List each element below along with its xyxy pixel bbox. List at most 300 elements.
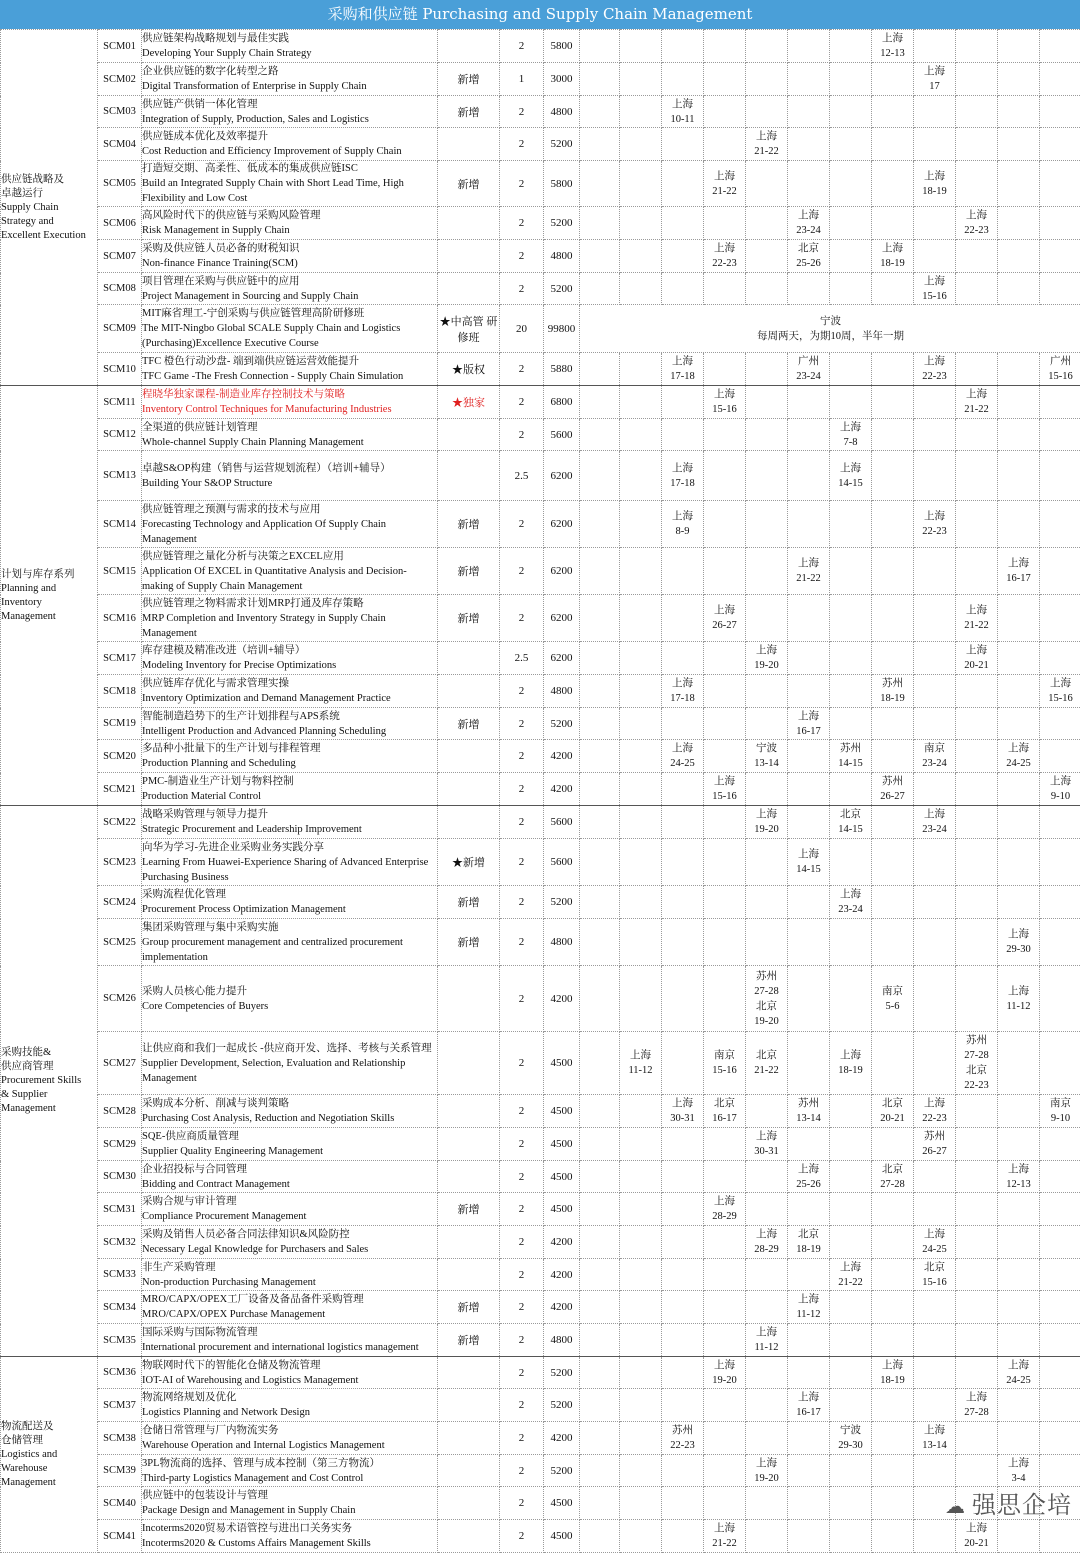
schedule-cell bbox=[704, 1455, 746, 1487]
table-row bbox=[1, 1032, 1080, 1095]
schedule-cell bbox=[746, 1422, 788, 1455]
schedule-cell bbox=[1040, 773, 1080, 806]
schedule-cell bbox=[830, 353, 872, 386]
schedule-cell bbox=[662, 1095, 704, 1128]
schedule-cell bbox=[872, 548, 914, 595]
schedule-cell bbox=[580, 966, 620, 1032]
course-name-en: Non-finance Finance Training(SCM) bbox=[142, 256, 437, 271]
schedule-cell bbox=[788, 1422, 830, 1455]
course-name bbox=[142, 1422, 438, 1455]
table-row bbox=[1, 675, 1080, 708]
course-days: 2 bbox=[500, 1128, 544, 1161]
course-name-en: IOT-AI of Warehousing and Logistics Management bbox=[142, 1373, 437, 1388]
course-price: 4800 bbox=[544, 919, 580, 966]
schedule-cell bbox=[746, 1226, 788, 1259]
schedule-cell bbox=[704, 386, 746, 419]
schedule-cell bbox=[620, 1389, 662, 1422]
course-days: 2 bbox=[500, 966, 544, 1032]
schedule-line: 29-30 bbox=[830, 1438, 871, 1453]
schedule-cell bbox=[662, 1291, 704, 1324]
schedule-cell bbox=[620, 161, 662, 207]
schedule-line: 广州 bbox=[1040, 354, 1080, 369]
schedule-cell bbox=[788, 501, 830, 548]
course-name bbox=[142, 1128, 438, 1161]
category-line: Inventory bbox=[1, 596, 97, 610]
schedule-cell bbox=[662, 1357, 704, 1389]
course-code: SCM16 bbox=[98, 595, 142, 642]
schedule-cell bbox=[704, 773, 746, 806]
course-price: 4200 bbox=[544, 1291, 580, 1324]
course-name bbox=[142, 1193, 438, 1226]
schedule-line: 21-22 bbox=[704, 184, 745, 199]
schedule-cell bbox=[788, 128, 830, 161]
schedule-cell bbox=[1040, 386, 1080, 419]
schedule-cell bbox=[580, 1161, 620, 1193]
schedule-cell bbox=[1040, 30, 1080, 63]
schedule-line: 21-22 bbox=[956, 402, 997, 417]
course-code: SCM35 bbox=[98, 1324, 142, 1357]
schedule-cell bbox=[620, 806, 662, 839]
schedule-cell bbox=[746, 1128, 788, 1161]
schedule-cell bbox=[872, 501, 914, 548]
schedule-cell bbox=[872, 1455, 914, 1487]
course-days: 2 bbox=[500, 501, 544, 548]
schedule-line: 上海 bbox=[788, 847, 829, 862]
schedule-line: 上海 bbox=[746, 129, 787, 144]
schedule-cell bbox=[704, 207, 746, 240]
course-days: 2 bbox=[500, 595, 544, 642]
course-price: 5800 bbox=[544, 161, 580, 207]
schedule-cell bbox=[1040, 642, 1080, 675]
schedule-cell bbox=[788, 419, 830, 451]
schedule-line: 上海 bbox=[788, 556, 829, 571]
table-row bbox=[1, 919, 1080, 966]
schedule-cell bbox=[788, 1389, 830, 1422]
course-price: 4200 bbox=[544, 773, 580, 806]
schedule-cell bbox=[872, 1389, 914, 1422]
table-row bbox=[1, 30, 1080, 63]
course-tag bbox=[438, 128, 500, 161]
schedule-line: 10-11 bbox=[662, 112, 703, 127]
schedule-cell bbox=[620, 675, 662, 708]
course-name bbox=[142, 886, 438, 919]
schedule-cell bbox=[998, 919, 1040, 966]
course-name-zh: 3PL物流商的选择、管理与成本控制（第三方物流） bbox=[142, 1456, 437, 1471]
schedule-cell bbox=[872, 1226, 914, 1259]
schedule-cell bbox=[662, 1226, 704, 1259]
schedule-line: 上海 bbox=[1040, 774, 1080, 789]
schedule-cell bbox=[830, 1128, 872, 1161]
schedule-cell bbox=[580, 451, 620, 501]
schedule-cell bbox=[662, 642, 704, 675]
schedule-line: 19-20 bbox=[746, 1014, 787, 1029]
course-days: 20 bbox=[500, 305, 544, 353]
schedule-cell bbox=[620, 1487, 662, 1520]
schedule-line: 12-13 bbox=[998, 1177, 1039, 1192]
course-code: SCM08 bbox=[98, 273, 142, 305]
category-cell bbox=[1, 30, 98, 386]
course-name-en: Intelligent Production and Advanced Planning Scheduling bbox=[142, 724, 437, 739]
schedule-cell bbox=[580, 1324, 620, 1357]
course-name-zh: SQE-供应商质量管理 bbox=[142, 1129, 437, 1144]
schedule-cell bbox=[830, 966, 872, 1032]
schedule-line: 苏州 bbox=[956, 1033, 997, 1048]
schedule-cell bbox=[620, 708, 662, 740]
schedule-cell bbox=[620, 548, 662, 595]
schedule-cell bbox=[704, 1226, 746, 1259]
schedule-line: 24-25 bbox=[998, 756, 1039, 771]
schedule-line: 南京 bbox=[704, 1048, 745, 1063]
schedule-line: 23-24 bbox=[788, 223, 829, 238]
schedule-cell bbox=[914, 886, 956, 919]
schedule-cell bbox=[1040, 240, 1080, 273]
schedule-line: 22-23 bbox=[662, 1438, 703, 1453]
schedule-cell bbox=[1040, 451, 1080, 501]
course-price: 4800 bbox=[544, 96, 580, 128]
schedule-line: 苏州 bbox=[746, 969, 787, 984]
schedule-cell bbox=[580, 1193, 620, 1226]
course-name-en: Integration of Supply, Production, Sales and Logistics bbox=[142, 112, 437, 127]
course-days: 2 bbox=[500, 806, 544, 839]
course-name-en: Purchasing Cost Analysis, Reduction and Negotiation Skills bbox=[142, 1111, 437, 1126]
schedule-cell bbox=[998, 501, 1040, 548]
course-name bbox=[142, 419, 438, 451]
course-code: SCM26 bbox=[98, 966, 142, 1032]
schedule-cell bbox=[662, 207, 704, 240]
schedule-cell bbox=[788, 548, 830, 595]
schedule-line: 16-17 bbox=[998, 571, 1039, 586]
schedule-line: 上海 bbox=[662, 354, 703, 369]
schedule-cell bbox=[746, 1095, 788, 1128]
course-code: SCM37 bbox=[98, 1389, 142, 1422]
schedule-cell bbox=[662, 1161, 704, 1193]
schedule-cell bbox=[956, 1161, 998, 1193]
table-row bbox=[1, 501, 1080, 548]
course-price: 5200 bbox=[544, 128, 580, 161]
course-name-en: MRO/CAPX/OPEX Purchase Management bbox=[142, 1307, 437, 1322]
table-row bbox=[1, 1259, 1080, 1291]
schedule-cell bbox=[998, 642, 1040, 675]
course-name-zh: 采购合规与审计管理 bbox=[142, 1194, 437, 1209]
schedule-cell bbox=[914, 273, 956, 305]
schedule-line: 苏州 bbox=[788, 1096, 829, 1111]
schedule-line: 9-10 bbox=[1040, 789, 1080, 804]
schedule-cell bbox=[788, 1193, 830, 1226]
schedule-line: 15-16 bbox=[704, 789, 745, 804]
course-days: 2 bbox=[500, 273, 544, 305]
schedule-cell bbox=[746, 919, 788, 966]
schedule-cell bbox=[580, 1357, 620, 1389]
schedule-cell bbox=[998, 1422, 1040, 1455]
schedule-cell bbox=[1040, 1161, 1080, 1193]
schedule-cell bbox=[662, 675, 704, 708]
course-tag: 新增 bbox=[438, 63, 500, 96]
schedule-line: 21-22 bbox=[746, 144, 787, 159]
schedule-line: 上海 bbox=[830, 420, 871, 435]
schedule-line: 22-23 bbox=[914, 1111, 955, 1126]
schedule-cell bbox=[662, 708, 704, 740]
schedule-cell bbox=[956, 642, 998, 675]
schedule-cell bbox=[956, 1422, 998, 1455]
table-row bbox=[1, 128, 1080, 161]
schedule-cell bbox=[746, 966, 788, 1032]
schedule-cell bbox=[1040, 806, 1080, 839]
schedule-line: 广州 bbox=[788, 354, 829, 369]
schedule-cell bbox=[830, 675, 872, 708]
watermark-text: 强思企培 bbox=[972, 1491, 1072, 1519]
schedule-cell bbox=[580, 919, 620, 966]
schedule-cell bbox=[956, 419, 998, 451]
schedule-line: 17-18 bbox=[662, 476, 703, 491]
schedule-cell bbox=[746, 451, 788, 501]
schedule-cell bbox=[1040, 1357, 1080, 1389]
schedule-cell bbox=[914, 451, 956, 501]
course-name-en: Logistics Planning and Network Design bbox=[142, 1405, 437, 1420]
schedule-line: 宁波 bbox=[580, 314, 1080, 329]
course-price: 4500 bbox=[544, 1161, 580, 1193]
course-days: 2 bbox=[500, 96, 544, 128]
schedule-cell bbox=[746, 595, 788, 642]
schedule-cell bbox=[788, 773, 830, 806]
schedule-cell bbox=[872, 740, 914, 773]
schedule-cell bbox=[872, 1357, 914, 1389]
schedule-line: 上海 bbox=[830, 887, 871, 902]
schedule-line: 30-31 bbox=[662, 1111, 703, 1126]
course-name-en: Modeling Inventory for Precise Optimizations bbox=[142, 658, 437, 673]
course-code: SCM22 bbox=[98, 806, 142, 839]
course-name-zh: 多品种小批量下的生产计划与排程管理 bbox=[142, 741, 437, 756]
schedule-cell bbox=[662, 886, 704, 919]
schedule-line: 上海 bbox=[704, 1358, 745, 1373]
course-price: 4500 bbox=[544, 1520, 580, 1553]
course-name-en: International procurement and international logistics management bbox=[142, 1340, 437, 1355]
schedule-cell bbox=[746, 675, 788, 708]
schedule-cell bbox=[872, 773, 914, 806]
schedule-line: 17-18 bbox=[662, 369, 703, 384]
course-days: 2 bbox=[500, 919, 544, 966]
schedule-cell bbox=[998, 1455, 1040, 1487]
schedule-line: 18-19 bbox=[914, 184, 955, 199]
schedule-cell bbox=[872, 1032, 914, 1095]
category-cell bbox=[1, 806, 98, 1357]
course-name-zh: MIT麻省理工-宁创采购与供应链管理高阶研修班 bbox=[142, 306, 437, 321]
schedule-line: 21-22 bbox=[746, 1063, 787, 1078]
table-row bbox=[1, 1487, 1080, 1520]
schedule-cell bbox=[956, 128, 998, 161]
schedule-cell bbox=[746, 806, 788, 839]
course-name-zh: 供应链管理之预测与需求的技术与应用 bbox=[142, 502, 437, 517]
course-name bbox=[142, 773, 438, 806]
category-line: Procurement Skills bbox=[1, 1074, 97, 1088]
schedule-cell bbox=[662, 386, 704, 419]
schedule-cell bbox=[620, 886, 662, 919]
schedule-line: 上海 bbox=[662, 676, 703, 691]
course-name-zh: 库存建模及精准改进（培训+辅导） bbox=[142, 643, 437, 658]
schedule-cell bbox=[914, 1032, 956, 1095]
schedule-line: 27-28 bbox=[746, 984, 787, 999]
schedule-cell bbox=[830, 1455, 872, 1487]
course-name bbox=[142, 501, 438, 548]
course-price: 5200 bbox=[544, 1389, 580, 1422]
schedule-cell bbox=[704, 419, 746, 451]
course-tag: ★新增 bbox=[438, 839, 500, 886]
schedule-line: 上海 bbox=[1040, 676, 1080, 691]
schedule-cell bbox=[914, 419, 956, 451]
schedule-line: 13-14 bbox=[914, 1438, 955, 1453]
course-tag: 新增 bbox=[438, 886, 500, 919]
schedule-cell bbox=[620, 1357, 662, 1389]
category-line: Warehouse bbox=[1, 1462, 97, 1476]
schedule-cell bbox=[746, 1324, 788, 1357]
schedule-cell bbox=[662, 966, 704, 1032]
schedule-line: 24-25 bbox=[914, 1242, 955, 1257]
schedule-cell bbox=[620, 30, 662, 63]
page-title: 采购和供应链 Purchasing and Supply Chain Management bbox=[0, 0, 1080, 29]
schedule-cell bbox=[830, 1324, 872, 1357]
schedule-cell bbox=[998, 1324, 1040, 1357]
category-line: 物流配送及 bbox=[1, 1420, 97, 1434]
schedule-line: 3-4 bbox=[998, 1471, 1039, 1486]
schedule-cell bbox=[956, 548, 998, 595]
schedule-cell bbox=[830, 595, 872, 642]
course-days: 2 bbox=[500, 240, 544, 273]
schedule-line: 南京 bbox=[872, 984, 913, 999]
course-name bbox=[142, 161, 438, 207]
schedule-cell bbox=[914, 501, 956, 548]
schedule-cell bbox=[704, 1128, 746, 1161]
course-schedule-table bbox=[0, 29, 1080, 1553]
schedule-cell bbox=[914, 30, 956, 63]
schedule-cell bbox=[830, 1193, 872, 1226]
schedule-cell bbox=[746, 1259, 788, 1291]
course-name-en: Digital Transformation of Enterprise in Supply Chain bbox=[142, 79, 437, 94]
schedule-cell bbox=[1040, 353, 1080, 386]
course-days: 2 bbox=[500, 839, 544, 886]
table-row bbox=[1, 161, 1080, 207]
schedule-cell bbox=[914, 353, 956, 386]
schedule-cell bbox=[746, 1455, 788, 1487]
schedule-cell bbox=[998, 128, 1040, 161]
course-price: 6200 bbox=[544, 642, 580, 675]
schedule-line: 26-27 bbox=[914, 1144, 955, 1159]
course-name bbox=[142, 966, 438, 1032]
course-price: 4200 bbox=[544, 966, 580, 1032]
schedule-cell bbox=[956, 675, 998, 708]
schedule-cell bbox=[620, 642, 662, 675]
schedule-cell bbox=[956, 1389, 998, 1422]
table-row bbox=[1, 1324, 1080, 1357]
schedule-cell bbox=[580, 1032, 620, 1095]
schedule-line: 苏州 bbox=[872, 774, 913, 789]
schedule-cell bbox=[580, 386, 620, 419]
schedule-cell bbox=[1040, 1226, 1080, 1259]
course-name-zh: TFC 橙色行动沙盘- 端到端供应链运营效能提升 bbox=[142, 354, 437, 369]
course-tag bbox=[438, 773, 500, 806]
course-tag bbox=[438, 740, 500, 773]
schedule-line: 15-16 bbox=[704, 402, 745, 417]
course-name bbox=[142, 96, 438, 128]
course-tag: 新增 bbox=[438, 1324, 500, 1357]
schedule-cell bbox=[956, 353, 998, 386]
schedule-line: 18-19 bbox=[788, 1242, 829, 1257]
schedule-cell bbox=[998, 161, 1040, 207]
course-tag: 新增 bbox=[438, 161, 500, 207]
schedule-line: 26-27 bbox=[872, 789, 913, 804]
schedule-line: 上海 bbox=[872, 241, 913, 256]
schedule-line: 上海 bbox=[830, 1048, 871, 1063]
schedule-line: 23-24 bbox=[914, 822, 955, 837]
schedule-cell bbox=[1040, 595, 1080, 642]
schedule-cell bbox=[662, 1422, 704, 1455]
schedule-line: 北京 bbox=[914, 1260, 955, 1275]
schedule-cell bbox=[998, 886, 1040, 919]
course-price: 4200 bbox=[544, 740, 580, 773]
schedule-cell bbox=[998, 451, 1040, 501]
schedule-cell bbox=[830, 273, 872, 305]
schedule-line: 上海 bbox=[914, 64, 955, 79]
schedule-cell bbox=[830, 63, 872, 96]
course-name-zh: 非生产采购管理 bbox=[142, 1260, 437, 1275]
schedule-cell bbox=[830, 161, 872, 207]
course-name-zh: 采购成本分析、削减与谈判策略 bbox=[142, 1096, 437, 1111]
schedule-cell bbox=[704, 886, 746, 919]
schedule-line: 上海 bbox=[830, 1260, 871, 1275]
course-name-zh: 卓越S&OP构建（销售与运营规划流程）（培训+辅导） bbox=[142, 461, 437, 476]
schedule-line: 上海 bbox=[662, 1096, 703, 1111]
schedule-line: 上海 bbox=[956, 387, 997, 402]
schedule-line: 上海 bbox=[704, 169, 745, 184]
schedule-line: 23-24 bbox=[914, 756, 955, 771]
schedule-cell bbox=[1040, 501, 1080, 548]
schedule-line: 苏州 bbox=[662, 1423, 703, 1438]
schedule-cell bbox=[914, 740, 956, 773]
course-days: 2 bbox=[500, 1357, 544, 1389]
course-name-en: Core Competencies of Buyers bbox=[142, 999, 437, 1014]
schedule-line: 19-20 bbox=[746, 822, 787, 837]
course-name-zh: PMC-制造业生产计划与物料控制 bbox=[142, 774, 437, 789]
schedule-cell bbox=[704, 966, 746, 1032]
schedule-line: 15-16 bbox=[1040, 691, 1080, 706]
category-line: Management bbox=[1, 610, 97, 624]
schedule-cell bbox=[580, 1422, 620, 1455]
schedule-cell bbox=[788, 386, 830, 419]
course-tag bbox=[438, 966, 500, 1032]
schedule-cell bbox=[956, 501, 998, 548]
schedule-line: 上海 bbox=[956, 643, 997, 658]
table-row bbox=[1, 419, 1080, 451]
schedule-cell bbox=[998, 548, 1040, 595]
course-name-zh: 供应链库存优化与需求管理实操 bbox=[142, 676, 437, 691]
schedule-cell bbox=[956, 1455, 998, 1487]
schedule-line: 14-15 bbox=[830, 476, 871, 491]
table-row bbox=[1, 240, 1080, 273]
schedule-cell bbox=[830, 1095, 872, 1128]
course-code: SCM18 bbox=[98, 675, 142, 708]
schedule-cell bbox=[580, 773, 620, 806]
course-price: 5200 bbox=[544, 708, 580, 740]
course-code: SCM11 bbox=[98, 386, 142, 419]
schedule-cell bbox=[872, 886, 914, 919]
course-code: SCM36 bbox=[98, 1357, 142, 1389]
schedule-line: 上海 bbox=[956, 603, 997, 618]
course-days: 2 bbox=[500, 1095, 544, 1128]
schedule-cell bbox=[830, 128, 872, 161]
schedule-cell bbox=[746, 207, 788, 240]
schedule-cell bbox=[580, 1455, 620, 1487]
schedule-cell bbox=[662, 919, 704, 966]
schedule-cell bbox=[914, 595, 956, 642]
category-line: 仓储管理 bbox=[1, 1434, 97, 1448]
